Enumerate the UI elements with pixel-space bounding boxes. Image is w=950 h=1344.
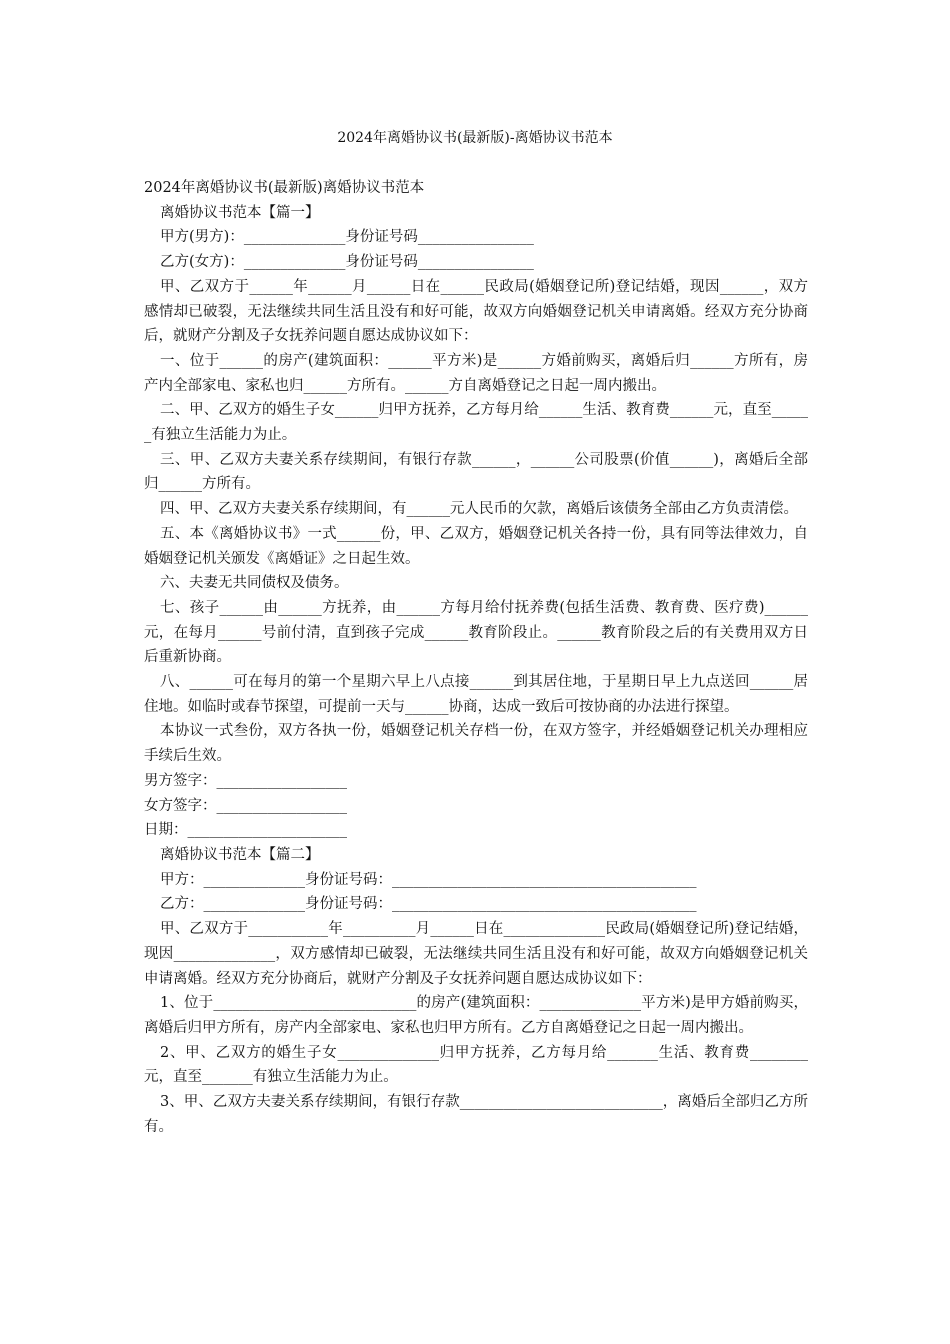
paragraph: 七、孩子______由______方抚养，由______方每月给付抚养费(包括生活费、教育费、医疗费)______元，在每月______号前付清，直到孩子完成______教育阶段止。______教育阶段之后的有关费用双方日后重新协商。 bbox=[144, 599, 808, 666]
paragraph: 离婚协议书范本【篇一】 bbox=[160, 204, 320, 221]
paragraph: 四、甲、乙双方夫妻关系存续期间，有______元人民币的欠款，离婚后该债务全部由乙方负责清偿。 bbox=[160, 501, 798, 518]
paragraph: 六、夫妻无共同债权及债务。 bbox=[160, 575, 349, 592]
paragraph: 本协议一式叁份，双方各执一份，婚姻登记机关存档一份，在双方签字，并经婚姻登记机关办理相应手续后生效。 bbox=[144, 723, 808, 765]
paragraph: 一、位于______的房产(建筑面积：______平方米)是______方婚前购买，离婚后归______方所有，房产内全部家电、家私也归______方所有。______方自离婚登记之日起一周内搬出。 bbox=[144, 352, 808, 394]
document-body bbox=[144, 176, 808, 1139]
paragraph: 女方签字：__________________ bbox=[144, 797, 347, 814]
paragraph: 乙方(女方)：______________身份证号码________________ bbox=[160, 254, 534, 271]
paragraph: 甲方(男方)：______________身份证号码________________ bbox=[160, 229, 534, 246]
page-header-title: 2024年离婚协议书(最新版)-离婚协议书范本 bbox=[337, 130, 613, 146]
paragraph: 三、甲、乙双方夫妻关系存续期间，有银行存款______，______公司股票(价值______)，离婚后全部归______方所有。 bbox=[144, 451, 808, 493]
paragraph: 甲、乙双方于______年______月______日在______民政局(婚姻登记所)登记结婚，现因______，双方感情却已破裂，无法继续共同生活且没有和好可能，故双方向婚姻登记机关申请离婚。经双方充分协商后，就财产分割及子女抚养问题自愿达成协议如下： bbox=[144, 278, 808, 345]
paragraph: 甲、乙双方于___________年__________月______日在______________民政局(婚姻登记所)登记结婚，现因______________，双方感情却已破裂，无法继续共同生活且没有和好可能，故双方向婚姻登记机关申请离婚。经双方充分协商后，就财产分割及子女抚养问题自愿达成协议如下： bbox=[144, 921, 808, 987]
paragraph: 1、位于____________________________的房产(建筑面积：______________平方米)是甲方婚前购买，离婚后归甲方所有，房产内全部家电、家私也归甲方所有。乙方自离婚登记之日起一周内搬出。 bbox=[144, 995, 808, 1036]
paragraph: 二、甲、乙双方的婚生子女______归甲方抚养，乙方每月给______生活、教育费______元，直至______有独立生活能力为止。 bbox=[144, 402, 808, 444]
paragraph: 3、甲、乙双方夫妻关系存续期间，有银行存款____________________________，离婚后全部归乙方所有。 bbox=[144, 1094, 808, 1135]
paragraph: 乙方：______________身份证号码：__________________________________________ bbox=[160, 896, 697, 913]
paragraph: 八、______可在每月的第一个星期六早上八点接______到其居住地，于星期日早上九点送回______居住地。如临时或春节探望，可提前一天与______协商，达成一致后可按协商的办法进行探望。 bbox=[144, 674, 808, 715]
paragraph: 日期：______________________ bbox=[144, 822, 347, 839]
paragraph: 五、本《离婚协议书》一式______份，甲、乙双方，婚姻登记机关各持一份，具有同等法律效力，自婚姻登记机关颁发《离婚证》之日起生效。 bbox=[144, 525, 808, 567]
paragraph: 男方签字：__________________ bbox=[144, 772, 347, 789]
paragraph: 离婚协议书范本【篇二】 bbox=[160, 846, 320, 863]
paragraph: 2、甲、乙双方的婚生子女______________归甲方抚养，乙方每月给_______生活、教育费________元，直至_______有独立生活能力为止。 bbox=[144, 1044, 808, 1086]
paragraph: 甲方：______________身份证号码：__________________________________________ bbox=[160, 871, 697, 888]
document-title: 2024年离婚协议书(最新版)离婚协议书范本 bbox=[144, 180, 425, 196]
